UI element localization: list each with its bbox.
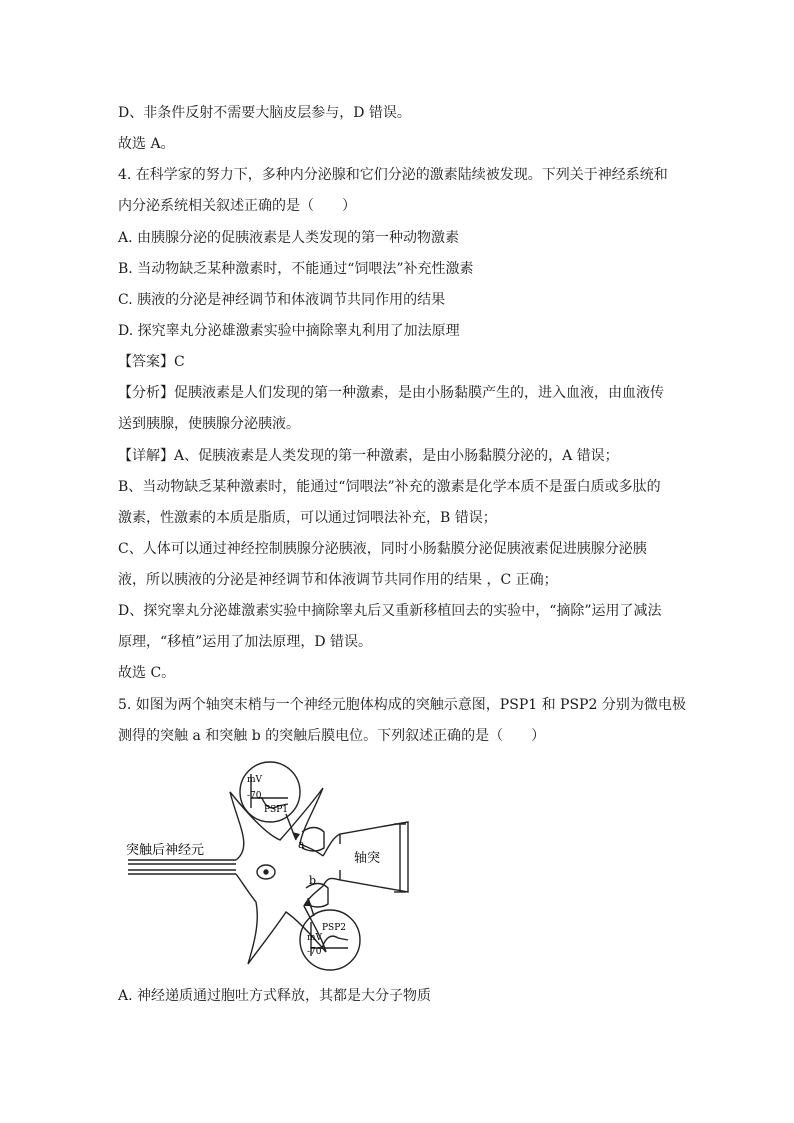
- label-postsynaptic-neuron: 突触后神经元: [126, 843, 205, 858]
- answer: 【答案】C: [118, 354, 185, 370]
- question-4-stem: 4. 在科学家的努力下，多种内分泌腺和它们分泌的激素陆续被发现。下列关于神经系统和: [118, 167, 668, 183]
- option-a: A. 由胰腺分泌的促胰液素是人类发现的第一种动物激素: [118, 230, 460, 246]
- option-d: D. 探究睾丸分泌雄激素实验中摘除睾丸利用了加法原理: [118, 323, 460, 339]
- text-line: 故选 C。: [118, 665, 176, 681]
- label-synapse-b: b: [309, 874, 317, 887]
- inset2-value: -70: [307, 947, 322, 957]
- explanation: C、人体可以通过神经控制胰腺分泌胰液，同时小肠黏膜分泌促胰液素促进胰腺分泌胰: [118, 541, 647, 557]
- option-c: C. 胰液的分泌是神经调节和体液调节共同作用的结果: [118, 292, 446, 308]
- explanation: 原理，“移植”运用了加法原理，D 错误。: [118, 634, 372, 650]
- label-synapse-a: a: [298, 838, 305, 851]
- question-5-stem: 5. 如图为两个轴突末梢与一个神经元胞体构成的突触示意图，PSP1 和 PSP2 分别为微电极: [118, 697, 686, 713]
- text-line: D、非条件反射不需要大脑皮层参与，D 错误。: [118, 105, 411, 121]
- inset2-label: PSP2: [322, 923, 347, 933]
- label-axon: 轴突: [354, 851, 381, 866]
- explanation: D、探究睾丸分泌雄激素实验中摘除睾丸后又重新移植回去的实验中，“摘除”运用了减法: [118, 603, 662, 619]
- question-4-stem: 内分泌系统相关叙述正确的是（ ）: [118, 198, 356, 214]
- inset2-unit: mV: [307, 933, 323, 943]
- option-b: B. 当动物缺乏某种激素时，不能通过“饲喂法”补充性激素: [118, 261, 474, 277]
- synapse-diagram: [118, 752, 428, 982]
- analysis: 送到胰腺，使胰腺分泌胰液。: [118, 416, 300, 432]
- explanation: B、当动物缺乏某种激素时，能通过“饲喂法”补充的激素是化学本质不是蛋白质或多肽的: [118, 479, 661, 495]
- explanation: 【详解】A、促胰液素是人类发现的第一种激素，是由小肠黏膜分泌的，A 错误；: [118, 448, 619, 464]
- question-5-option-a: A. 神经递质通过胞吐方式释放，其都是大分子物质: [118, 988, 432, 1004]
- inset1-value: -70: [247, 791, 262, 801]
- analysis: 【分析】促胰液素是人们发现的第一种激素，是由小肠黏膜产生的，进入血液，由血液传: [118, 385, 664, 401]
- question-5-stem: 测得的突触 a 和突触 b 的突触后膜电位。下列叙述正确的是（ ）: [118, 728, 546, 744]
- explanation: 液，所以胰液的分泌是神经调节和体液调节共同作用的结果 ，C 正确；: [118, 572, 558, 588]
- inset1-label: PSP1: [264, 805, 289, 815]
- explanation: 激素，性激素的本质是脂质，可以通过饲喂法补充，B 错误；: [118, 510, 497, 526]
- text-line: 故选 A。: [118, 136, 175, 152]
- inset1-unit: mV: [247, 775, 263, 785]
